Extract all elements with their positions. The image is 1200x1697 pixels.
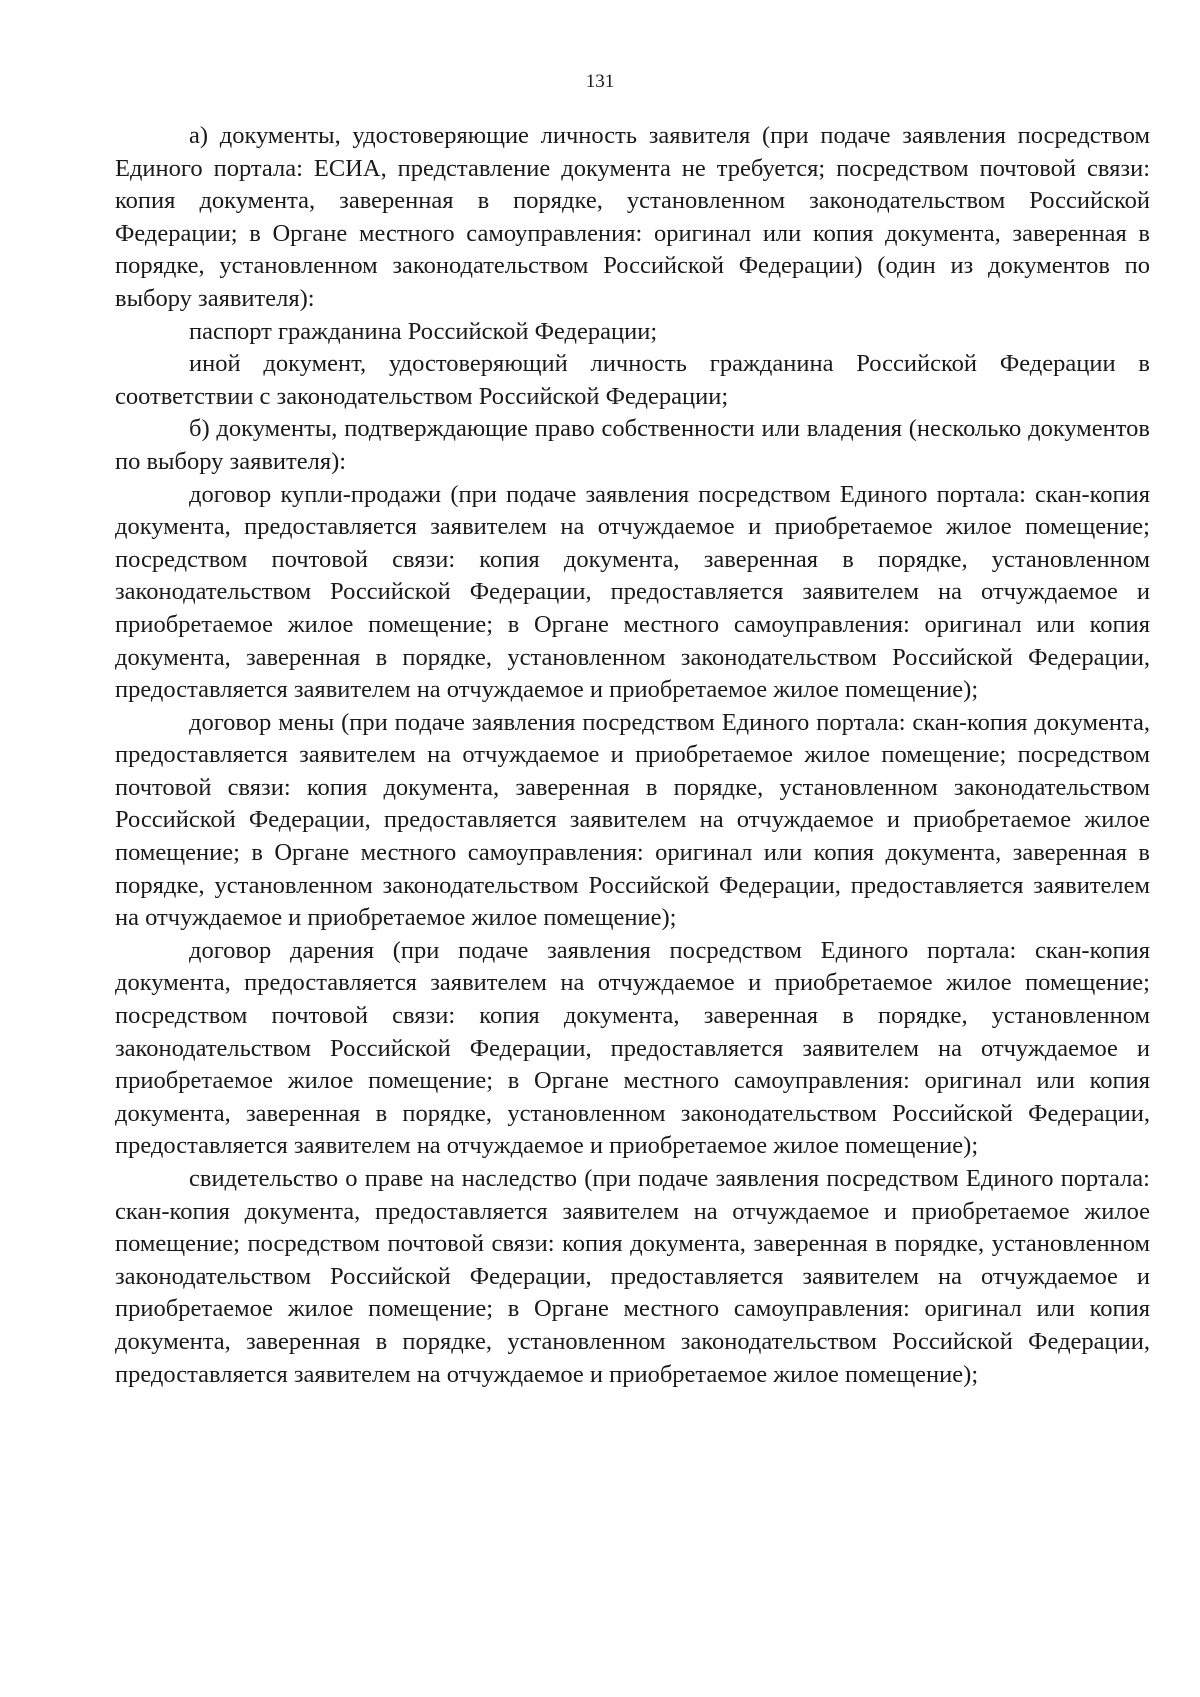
paragraph-identity-documents: а) документы, удостоверяющие личность заявителя (при подаче заявления посредством Единого портала: ЕСИА, представление документа не требуется; посредством почтовой связи: копия документа, заверенная в порядке, установленном законодательством Российской Федерации; в Органе местного самоуправления: оригинал или копия документа, заверенная в порядке, установленном законодательством Российской Федерации) (один из документов по выбору заявителя): xyxy=(115,122,1150,312)
document-body xyxy=(115,120,1150,1391)
page-number: 131 xyxy=(585,71,615,92)
paragraph-other-identity-document: иной документ, удостоверяющий личность гражданина Российской Федерации в соответствии с законодательством Российской Федерации; xyxy=(115,350,1150,410)
paragraph-exchange-agreement: договор мены (при подаче заявления посредством Единого портала: скан-копия документа, предоставляется заявителем на отчуждаемое и приобретаемое жилое помещение; посредством почтовой связи: копия документа, заверенная в порядке, установленном законодательством Российской Федерации, предоставляется заявителем на отчуждаемое и приобретаемое жилое помещение; в Органе местного самоуправления: оригинал или копия документа, заверенная в порядке, установленном законодательством Российской Федерации, предоставляется заявителем на отчуждаемое и приобретаемое жилое помещение); xyxy=(115,708,1150,932)
paragraph-ownership-documents: б) документы, подтверждающие право собственности или владения (несколько документов по выбору заявителя): xyxy=(115,415,1150,475)
paragraph-gift-agreement: договор дарения (при подаче заявления посредством Единого портала: скан-копия документа, предоставляется заявителем на отчуждаемое и приобретаемое жилое помещение; посредством почтовой связи: копия документа, заверенная в порядке, установленном законодательством Российской Федерации, предоставляется заявителем на отчуждаемое и приобретаемое жилое помещение; в Органе местного самоуправления: оригинал или копия документа, заверенная в порядке, установленном законодательством Российской Федерации, предоставляется заявителем на отчуждаемое и приобретаемое жилое помещение); xyxy=(115,936,1150,1160)
paragraph-passport: паспорт гражданина Российской Федерации; xyxy=(189,317,658,345)
paragraph-inheritance-certificate: свидетельство о праве на наследство (при подаче заявления посредством Единого портала: скан-копия документа, предоставляется заявителем на отчуждаемое и приобретаемое жилое помещение; посредством почтовой связи: копия документа, заверенная в порядке, установленном законодательством Российской Федерации, предоставляется заявителем на отчуждаемое и приобретаемое жилое помещение; в Органе местного самоуправления: оригинал или копия документа, заверенная в порядке, установленном законодательством Российской Федерации, предоставляется заявителем на отчуждаемое и приобретаемое жилое помещение); xyxy=(115,1165,1150,1388)
paragraph-purchase-agreement: договор купли-продажи (при подаче заявления посредством Единого портала: скан-копия документа, предоставляется заявителем на отчуждаемое и приобретаемое жилое помещение; посредством почтовой связи: копия документа, заверенная в порядке, установленном законодательством Российской Федерации, предоставляется заявителем на отчуждаемое и приобретаемое жилое помещение; в Органе местного самоуправления: оригинал или копия документа, заверенная в порядке, установленном законодательством Российской Федерации, предоставляется заявителем на отчуждаемое и приобретаемое жилое помещение); xyxy=(115,480,1150,704)
